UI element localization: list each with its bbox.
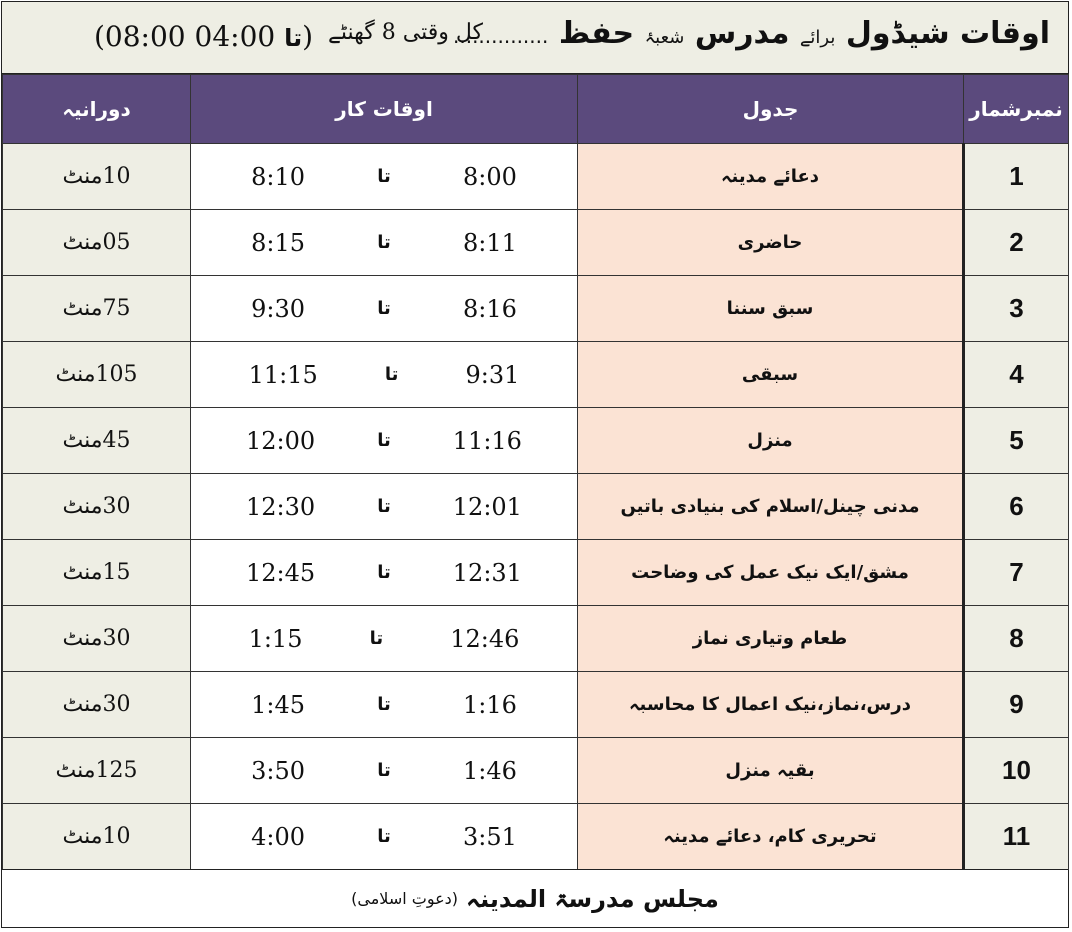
activity-cell: منزل (578, 408, 964, 474)
header-work-hours: اوقات کار (191, 75, 578, 144)
table-row (3, 804, 1069, 870)
activity-cell: حاضری (578, 210, 964, 276)
duration-cell: 05منٹ (3, 210, 191, 276)
start-time: 1:16 (462, 690, 517, 719)
to-label: تا (377, 496, 391, 517)
time-cell (191, 276, 578, 342)
to-label: تا (377, 430, 391, 451)
time-cell (191, 738, 578, 804)
title-bar (2, 2, 1068, 74)
table-row (3, 408, 1069, 474)
to-label: تا (384, 364, 399, 385)
start-time: 1:46 (462, 756, 517, 785)
activity-cell: دعائے مدینہ (578, 144, 964, 210)
table-row (3, 210, 1069, 276)
row-number: 9 (964, 672, 1069, 738)
activity-cell: تحریری کام، دعائے مدینہ (578, 804, 964, 870)
title-teacher-text: مدرس (694, 16, 790, 51)
to-label: تا (369, 628, 384, 649)
table-row (3, 540, 1069, 606)
time-cell (191, 474, 578, 540)
table-row (3, 738, 1069, 804)
duration-cell: 30منٹ (3, 672, 191, 738)
header-schedule: جدول (578, 75, 964, 144)
row-number: 10 (964, 738, 1069, 804)
to-label: تا (377, 826, 391, 847)
activity-cell: درس،نماز،نیک اعمال کا محاسبہ (578, 672, 964, 738)
to-label: تا (377, 166, 391, 187)
start-time: 12:31 (452, 558, 522, 587)
footer-sub: (دعوتِ اسلامی) (351, 889, 459, 908)
time-cell (191, 210, 578, 276)
end-time: 12:30 (246, 492, 316, 521)
time-range-to: تا (284, 24, 303, 52)
schedule-table (2, 74, 1069, 870)
duration-cell: 75منٹ (3, 276, 191, 342)
duration-cell: 45منٹ (3, 408, 191, 474)
title-dept-text: حفظ (558, 16, 635, 51)
time-range-end: 04:00) (194, 20, 314, 53)
row-number: 5 (964, 408, 1069, 474)
row-number: 4 (964, 342, 1069, 408)
header-number: نمبرشمار (964, 75, 1069, 144)
to-label: تا (377, 298, 391, 319)
table-row (3, 606, 1069, 672)
row-number: 11 (964, 804, 1069, 870)
table-row (3, 672, 1069, 738)
schedule-rows (3, 144, 1069, 870)
time-cell (191, 672, 578, 738)
duration-cell: 125منٹ (3, 738, 191, 804)
start-time: 8:11 (462, 228, 517, 257)
total-time-label: کل وقتی 8 گھنٹے (328, 20, 484, 45)
duration-cell: 30منٹ (3, 606, 191, 672)
to-label: تا (377, 562, 391, 583)
duration-cell: 10منٹ (3, 804, 191, 870)
row-number: 2 (964, 210, 1069, 276)
table-header-row (3, 75, 1069, 144)
time-cell (191, 540, 578, 606)
end-time: 9:30 (251, 294, 306, 323)
end-time: 12:00 (246, 426, 316, 455)
end-time: 3:50 (251, 756, 306, 785)
activity-cell: بقیہ منزل (578, 738, 964, 804)
table-row (3, 342, 1069, 408)
to-label: تا (377, 694, 391, 715)
title-main-text: اوقات شیڈول (845, 16, 1050, 51)
page-title (453, 16, 1050, 51)
title-dept-word: شعبۂ (644, 27, 685, 48)
start-time: 8:00 (462, 162, 517, 191)
title-dots: ............... (453, 24, 549, 48)
duration-cell: 105منٹ (3, 342, 191, 408)
end-time: 8:10 (251, 162, 306, 191)
start-time: 3:51 (462, 822, 517, 851)
footer-org: مجلس مدرسۃ المدینہ (466, 884, 719, 913)
to-label: تا (377, 760, 391, 781)
title-for-text: برائے (799, 27, 836, 48)
to-label: تا (377, 232, 391, 253)
end-time: 8:15 (251, 228, 306, 257)
time-cell (191, 144, 578, 210)
end-time: 1:45 (251, 690, 306, 719)
activity-cell: سبقی (578, 342, 964, 408)
row-number: 6 (964, 474, 1069, 540)
table-row (3, 144, 1069, 210)
end-time: 1:15 (248, 624, 303, 653)
row-number: 1 (964, 144, 1069, 210)
table-row (3, 276, 1069, 342)
duration-cell: 30منٹ (3, 474, 191, 540)
time-cell (191, 804, 578, 870)
activity-cell: مدنی چینل/اسلام کی بنیادی باتیں (578, 474, 964, 540)
table-row (3, 474, 1069, 540)
row-number: 3 (964, 276, 1069, 342)
time-range (94, 20, 313, 53)
row-number: 8 (964, 606, 1069, 672)
duration-cell: 15منٹ (3, 540, 191, 606)
end-time: 11:15 (248, 360, 318, 389)
time-cell (191, 342, 578, 408)
time-range-start: (08:00 (94, 20, 186, 53)
header-duration: دورانیہ (3, 75, 191, 144)
start-time: 8:16 (462, 294, 517, 323)
start-time: 12:46 (450, 624, 520, 653)
activity-cell: سبق سننا (578, 276, 964, 342)
activity-cell: مشق/ایک نیک عمل کی وضاحت (578, 540, 964, 606)
footer (2, 869, 1068, 927)
time-cell (191, 408, 578, 474)
start-time: 12:01 (452, 492, 522, 521)
duration-cell: 10منٹ (3, 144, 191, 210)
end-time: 4:00 (251, 822, 306, 851)
activity-cell: طعام وتیاری نماز (578, 606, 964, 672)
end-time: 12:45 (246, 558, 316, 587)
time-cell (191, 606, 578, 672)
start-time: 9:31 (465, 360, 520, 389)
row-number: 7 (964, 540, 1069, 606)
schedule-page (1, 1, 1069, 928)
start-time: 11:16 (452, 426, 522, 455)
